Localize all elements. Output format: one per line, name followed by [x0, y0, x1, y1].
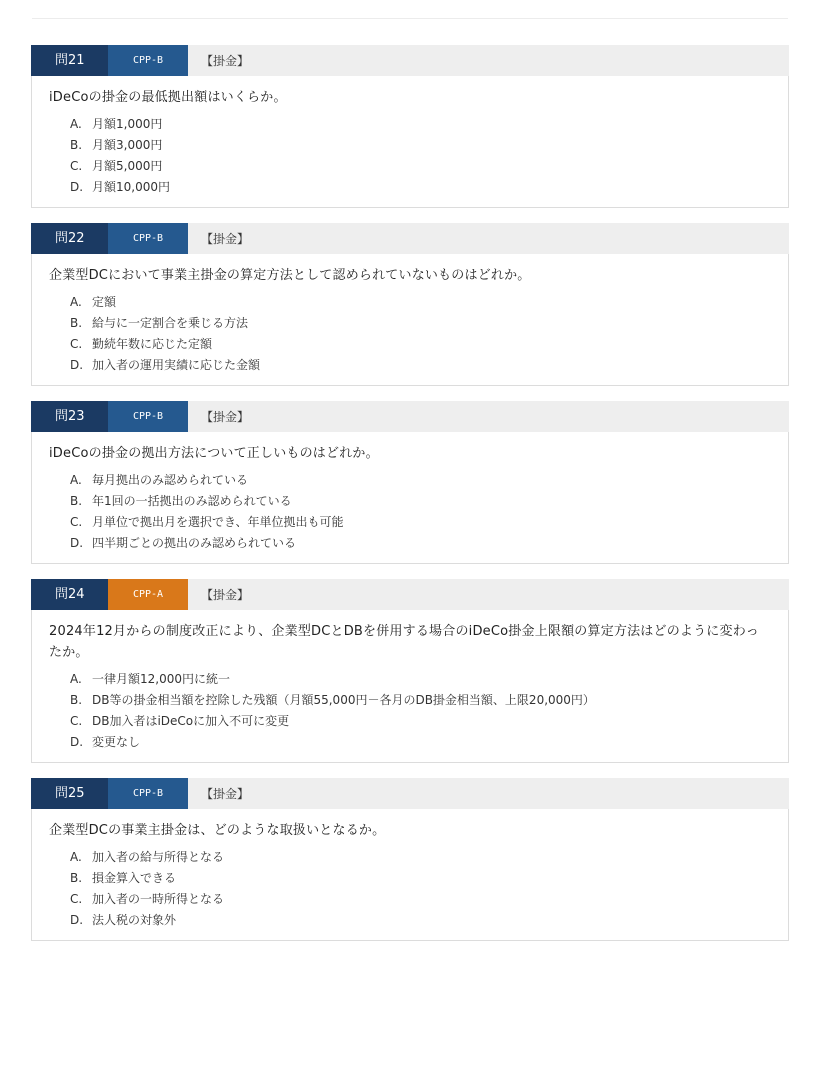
question-number: 問25	[31, 778, 108, 809]
option-item-b	[70, 135, 770, 156]
question-card	[31, 401, 789, 564]
option-letter: A.	[70, 473, 82, 487]
option-text: DB等の掛金相当額を控除した残額（月額55,000円－各月のDB掛金相当額、上限20,000円）	[92, 693, 595, 707]
option-item-b	[70, 313, 770, 334]
level-badge: CPP-B	[108, 778, 188, 809]
option-letter: C.	[70, 714, 83, 728]
option-item-d	[70, 177, 770, 198]
option-letter: A.	[70, 850, 82, 864]
option-text: 年1回の一括拠出のみ認められている	[92, 494, 292, 508]
option-text: 勤続年数に応じた定額	[92, 337, 213, 351]
option-letter: C.	[70, 159, 83, 173]
option-text: 加入者の給与所得となる	[92, 850, 225, 864]
option-letter: A.	[70, 117, 82, 131]
question-body	[31, 432, 789, 564]
option-letter: C.	[70, 892, 83, 906]
option-text: 定額	[92, 295, 117, 309]
option-letter: B.	[70, 316, 83, 330]
category-tag: 【掛金】	[201, 232, 250, 246]
option-item-c	[70, 512, 770, 533]
option-list	[49, 847, 770, 931]
option-item-d	[70, 355, 770, 376]
question-body	[31, 610, 789, 763]
level-badge: CPP-B	[108, 45, 188, 76]
question-text: iDeCoの掛金の拠出方法について正しいものはどれか。	[49, 446, 379, 461]
question-body	[31, 76, 789, 208]
option-text: 一律月額12,000円に統一	[92, 672, 230, 686]
option-item-d	[70, 732, 770, 753]
option-item-c	[70, 156, 770, 177]
option-item-d	[70, 910, 770, 931]
option-text: 月額5,000円	[92, 159, 163, 173]
option-text: 月単位で拠出月を選択でき、年単位拠出も可能	[92, 515, 344, 529]
option-text: 損金算入できる	[92, 871, 177, 885]
option-list	[49, 470, 770, 554]
category-tag: 【掛金】	[201, 410, 250, 424]
question-number: 問21	[31, 45, 108, 76]
top-divider	[32, 18, 788, 19]
option-text: 月額1,000円	[92, 117, 163, 131]
category-tag: 【掛金】	[201, 54, 250, 68]
question-body	[31, 809, 789, 941]
option-item-a	[70, 669, 770, 690]
question-list	[31, 45, 789, 956]
option-text: DB加入者はiDeCoに加入不可に変更	[92, 714, 290, 728]
level-badge: CPP-A	[108, 579, 188, 610]
option-text: 毎月拠出のみ認められている	[92, 473, 249, 487]
level-badge: CPP-B	[108, 223, 188, 254]
option-letter: B.	[70, 871, 83, 885]
option-letter: C.	[70, 515, 83, 529]
option-item-a	[70, 470, 770, 491]
option-text: 月額3,000円	[92, 138, 163, 152]
option-text: 法人税の対象外	[92, 913, 177, 927]
question-card	[31, 778, 789, 941]
option-text: 変更なし	[92, 735, 141, 749]
option-letter: D.	[70, 358, 84, 372]
question-header	[31, 579, 789, 610]
option-text: 給与に一定割合を乗じる方法	[92, 316, 249, 330]
option-item-b	[70, 491, 770, 512]
option-item-d	[70, 533, 770, 554]
option-list	[49, 669, 770, 753]
option-text: 四半期ごとの拠出のみ認められている	[92, 536, 297, 550]
option-letter: B.	[70, 693, 83, 707]
option-item-c	[70, 711, 770, 732]
category-tag: 【掛金】	[201, 588, 250, 602]
option-item-a	[70, 292, 770, 313]
question-header	[31, 401, 789, 432]
category-tag: 【掛金】	[201, 787, 250, 801]
option-text: 加入者の運用実績に応じた金額	[92, 358, 261, 372]
question-header	[31, 778, 789, 809]
option-item-c	[70, 334, 770, 355]
question-header	[31, 45, 789, 76]
question-number: 問24	[31, 579, 108, 610]
option-letter: A.	[70, 295, 82, 309]
option-letter: D.	[70, 735, 84, 749]
option-letter: B.	[70, 494, 83, 508]
option-item-a	[70, 847, 770, 868]
question-text: iDeCoの掛金の最低拠出額はいくらか。	[49, 90, 287, 105]
question-number: 問23	[31, 401, 108, 432]
question-card	[31, 579, 789, 763]
option-list	[49, 114, 770, 198]
question-card	[31, 45, 789, 208]
question-header	[31, 223, 789, 254]
option-text: 月額10,000円	[92, 180, 170, 194]
option-item-c	[70, 889, 770, 910]
option-letter: A.	[70, 672, 82, 686]
question-number: 問22	[31, 223, 108, 254]
question-text: 企業型DCにおいて事業主掛金の算定方法として認められていないものはどれか。	[49, 268, 531, 283]
option-letter: C.	[70, 337, 83, 351]
option-item-b	[70, 868, 770, 889]
question-body	[31, 254, 789, 386]
question-card	[31, 223, 789, 386]
option-item-b	[70, 690, 770, 711]
option-text: 加入者の一時所得となる	[92, 892, 225, 906]
option-list	[49, 292, 770, 376]
option-letter: D.	[70, 536, 84, 550]
option-letter: D.	[70, 913, 84, 927]
option-letter: B.	[70, 138, 83, 152]
option-item-a	[70, 114, 770, 135]
question-text: 2024年12月からの制度改正により、企業型DCとDBを併用する場合のiDeCo掛金上限額の算定方法はどのように変わったか。	[49, 624, 759, 660]
level-badge: CPP-B	[108, 401, 188, 432]
option-letter: D.	[70, 180, 84, 194]
question-text: 企業型DCの事業主掛金は、どのような取扱いとなるか。	[49, 823, 386, 838]
